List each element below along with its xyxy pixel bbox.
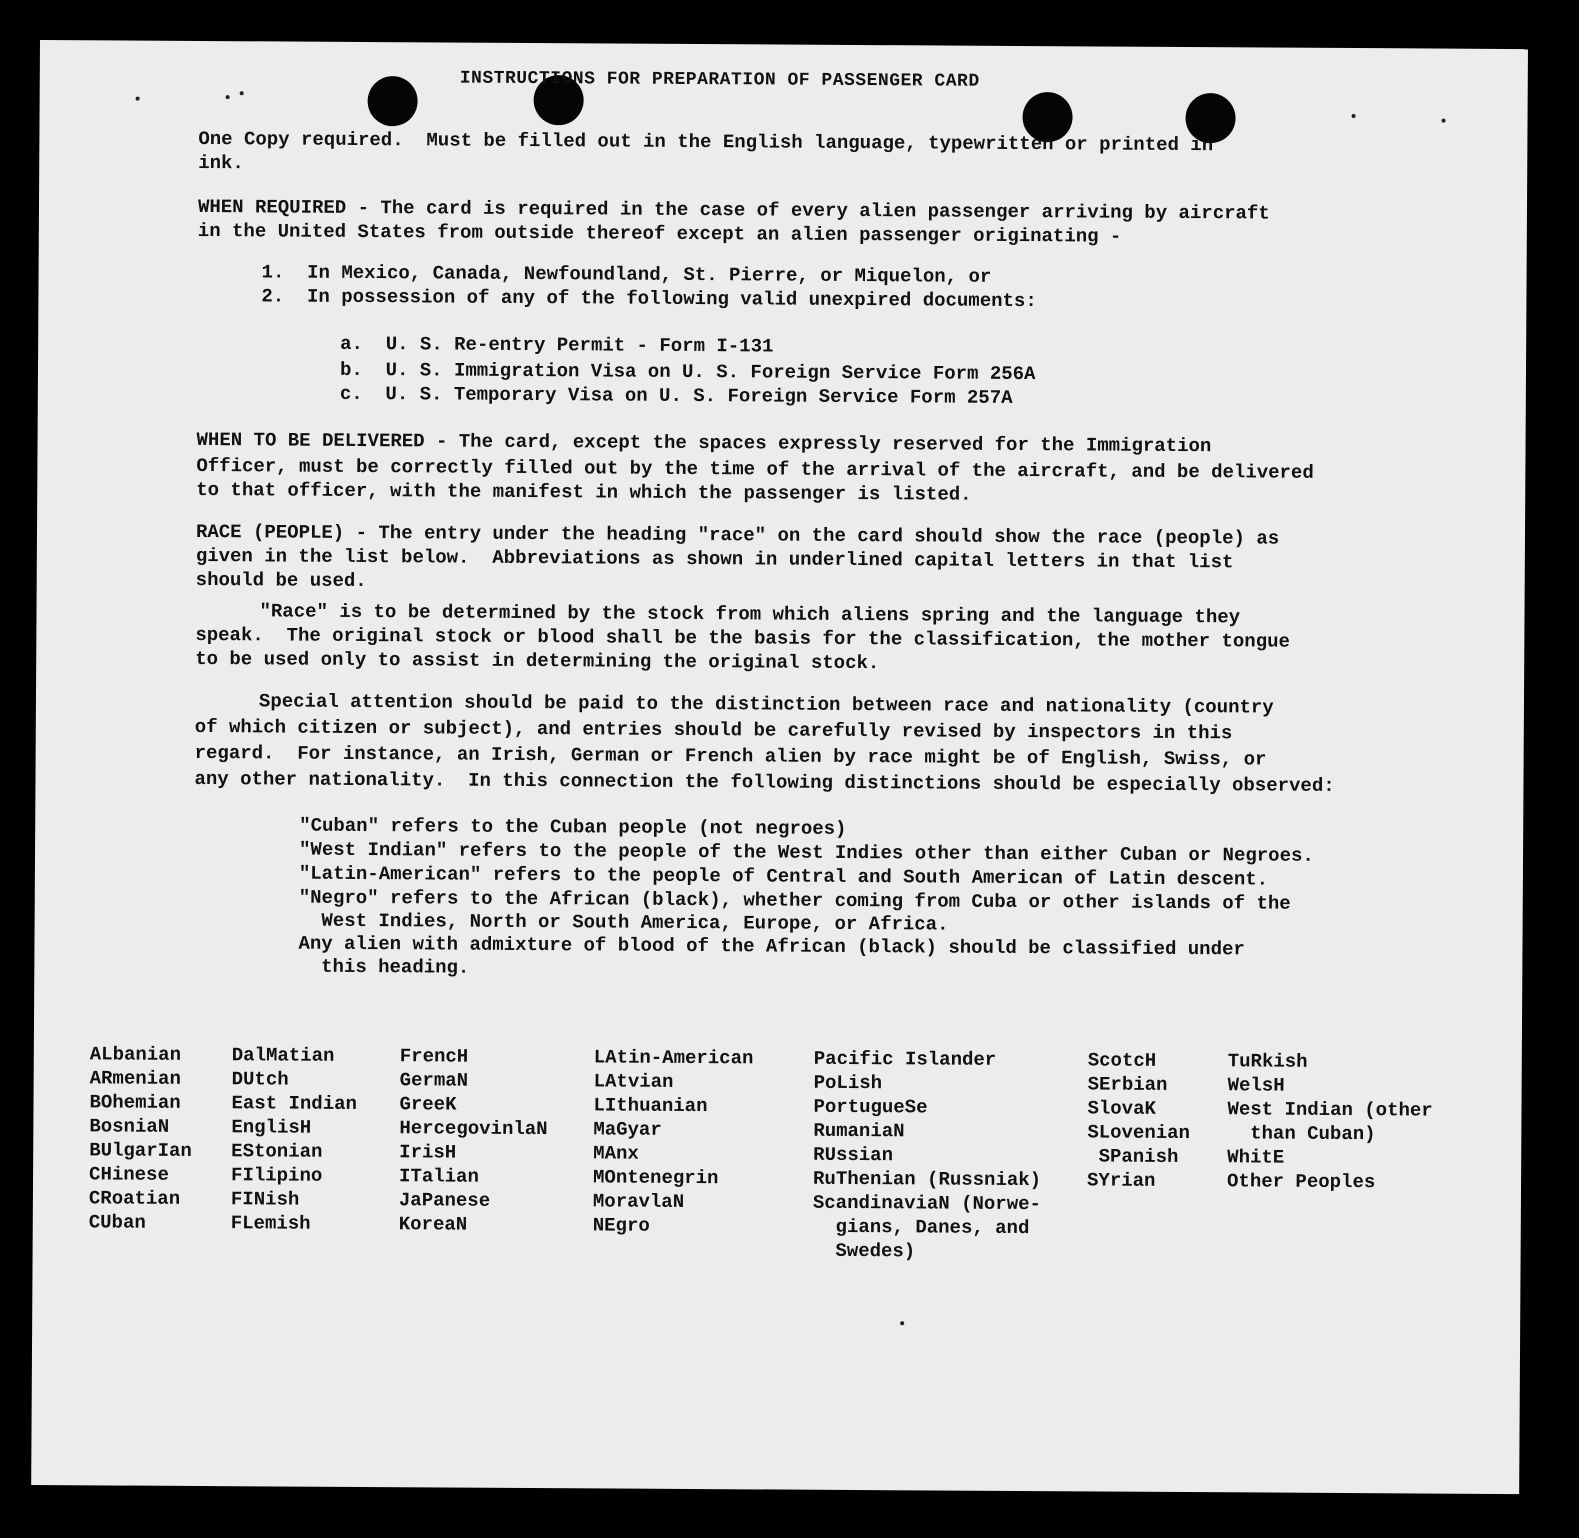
peoples-column xyxy=(399,1044,548,1237)
peoples-column xyxy=(1227,1049,1433,1194)
people-entry: RumaniaN xyxy=(813,1119,905,1143)
distinction-line: West Indies, North or South America, Europe, or Africa. xyxy=(298,909,949,936)
when-delivered-line: WHEN TO BE DELIVERED - The card, except the spaces expressly reserved for the Immigration xyxy=(196,428,1212,458)
special-attention-line: of which citizen or subject), and entries should be carefully revised by inspectors in this xyxy=(194,715,1233,745)
people-entry: TuRkish xyxy=(1227,1050,1308,1073)
people-entry: SErbian xyxy=(1087,1073,1168,1096)
race-line: RACE (PEOPLE) - The entry under the heading "race" on the card should show the race (people) as xyxy=(195,520,1280,550)
distinction-line: "Cuban" refers to the Cuban people (not negroes) xyxy=(299,814,847,840)
people-entry: WelsH xyxy=(1227,1074,1285,1097)
race-line: given in the list below. Abbreviations as shown in underlined capital letters in that list xyxy=(195,544,1234,574)
race-line: should be used. xyxy=(195,568,367,593)
people-entry: West Indian (other xyxy=(1227,1098,1433,1122)
people-entry: WhitE xyxy=(1227,1146,1285,1169)
race-definition-line: "Race" is to be determined by the stock from which aliens spring and the language they xyxy=(259,600,1241,629)
document-page xyxy=(31,40,1528,1494)
list-subitem: b. U. S. Immigration Visa on U. S. Foreign Service Form 256A xyxy=(339,358,1036,386)
distinction-line: Any alien with admixture of blood of the African (black) should be classified under xyxy=(298,932,1245,961)
people-entry: Swedes) xyxy=(812,1239,916,1263)
punch-hole xyxy=(367,76,417,126)
people-entry: SLovenian xyxy=(1087,1121,1191,1145)
people-entry: RuThenian (Russniak) xyxy=(812,1167,1042,1192)
special-attention-line: regard. For instance, an Irish, German or French alien by race might be of English, Swiss, or xyxy=(194,741,1267,771)
people-entry: LIthuanian xyxy=(593,1094,708,1118)
people-entry: ScandinaviaN (Norwe- xyxy=(812,1191,1042,1216)
when-required-line: in the United States from outside thereof except an alien passenger originating - xyxy=(197,219,1122,248)
when-required-line: WHEN REQUIRED - The card is required in the case of every alien passenger arriving by aircraft xyxy=(197,195,1270,225)
people-entry: ALbanian xyxy=(89,1043,182,1066)
people-entry: MoravlaN xyxy=(592,1190,685,1213)
people-entry: FIlipino xyxy=(231,1164,323,1187)
people-entry: MAnx xyxy=(593,1142,639,1165)
people-entry: ARmenian xyxy=(89,1067,181,1090)
intro-line: ink. xyxy=(198,151,244,175)
people-entry: NEgro xyxy=(592,1214,650,1237)
people-entry: JaPanese xyxy=(398,1189,491,1212)
people-entry: PoLish xyxy=(813,1071,883,1095)
people-entry: Other Peoples xyxy=(1226,1170,1376,1194)
special-attention-line: any other nationality. In this connection the following distinctions should be especially observed: xyxy=(194,767,1335,797)
peoples-column xyxy=(1087,1048,1191,1193)
people-entry: CHinese xyxy=(89,1163,169,1186)
people-entry: East Indian xyxy=(231,1092,357,1115)
people-entry: FrencH xyxy=(399,1045,469,1068)
people-entry: Pacific Islander xyxy=(813,1047,997,1071)
list-item: 1. In Mexico, Canada, Newfoundland, St. Pierre, or Miquelon, or xyxy=(261,261,992,288)
people-entry: KoreaN xyxy=(398,1213,468,1236)
people-entry: ScotcH xyxy=(1087,1049,1157,1072)
race-definition-line: to be used only to assist in determining the original stock. xyxy=(195,647,880,675)
people-entry: SlovaK xyxy=(1087,1097,1156,1120)
distinction-line: "Latin-American" refers to the people of Central and South American of Latin descent. xyxy=(298,862,1269,891)
special-attention-line: Special attention should be paid to the distinction between race and nationality (country xyxy=(258,690,1274,719)
people-entry: LAtvian xyxy=(593,1070,674,1093)
people-entry: ITalian xyxy=(398,1165,479,1188)
people-entry: CUban xyxy=(88,1211,146,1234)
people-entry: DUtch xyxy=(231,1068,289,1091)
page-title: INSTRUCTIONS FOR PREPARATION OF PASSENGER CARD xyxy=(459,68,980,92)
peoples-column xyxy=(593,1045,754,1238)
people-entry: BOhemian xyxy=(89,1091,181,1114)
people-entry: BosniaN xyxy=(89,1115,170,1138)
people-entry: FINish xyxy=(230,1188,300,1211)
list-item: 2. In possession of any of the following valid unexpired documents: xyxy=(261,285,1037,313)
people-entry: IrisH xyxy=(399,1141,457,1164)
list-subitem: a. U. S. Re-entry Permit - Form I-131 xyxy=(340,332,774,358)
peoples-column xyxy=(231,1043,358,1236)
when-delivered-line: Officer, must be correctly filled out by the time of the arrival of the aircraft, and be delivered xyxy=(196,454,1314,484)
people-entry: BUlgarIan xyxy=(89,1139,192,1162)
peoples-column xyxy=(813,1047,1042,1264)
people-entry: HercegovinlaN xyxy=(399,1117,548,1141)
people-entry: GreeK xyxy=(399,1093,457,1116)
when-delivered-line: to that officer, with the manifest in which the passenger is listed. xyxy=(196,478,972,506)
people-entry: RUssian xyxy=(813,1143,894,1167)
race-definition-line: speak. The original stock or blood shall be the basis for the classification, the mother tongue xyxy=(195,623,1290,653)
people-entry: SYrian xyxy=(1086,1169,1156,1192)
people-entry: than Cuban) xyxy=(1227,1122,1376,1146)
people-entry: LAtin-American xyxy=(593,1046,754,1070)
people-entry: GermaN xyxy=(399,1069,469,1092)
people-entry: MOntenegrin xyxy=(592,1166,719,1190)
people-entry: EnglisH xyxy=(231,1116,312,1139)
people-entry: MaGyar xyxy=(593,1118,662,1141)
people-entry: EStonian xyxy=(231,1140,323,1163)
list-subitem: c. U. S. Temporary Visa on U. S. Foreign Service Form 257A xyxy=(339,382,1013,409)
distinction-line: "West Indian" refers to the people of the West Indies other than either Cuban or Negroes. xyxy=(298,838,1314,867)
people-entry: FLemish xyxy=(230,1212,311,1235)
people-entry: SPanish xyxy=(1087,1145,1179,1168)
people-entry: CRoatian xyxy=(88,1187,181,1210)
distinction-line: this heading. xyxy=(298,955,470,979)
people-entry: PortugueSe xyxy=(813,1095,928,1119)
peoples-column xyxy=(89,1042,193,1235)
people-entry: gians, Danes, and xyxy=(812,1215,1030,1240)
intro-line: One Copy required. Must be filled out in the English language, typewritten or printed in xyxy=(198,127,1214,157)
people-entry: DalMatian xyxy=(231,1044,335,1067)
distinction-line: "Negro" refers to the African (black), whether coming from Cuba or other islands of the xyxy=(298,886,1291,915)
